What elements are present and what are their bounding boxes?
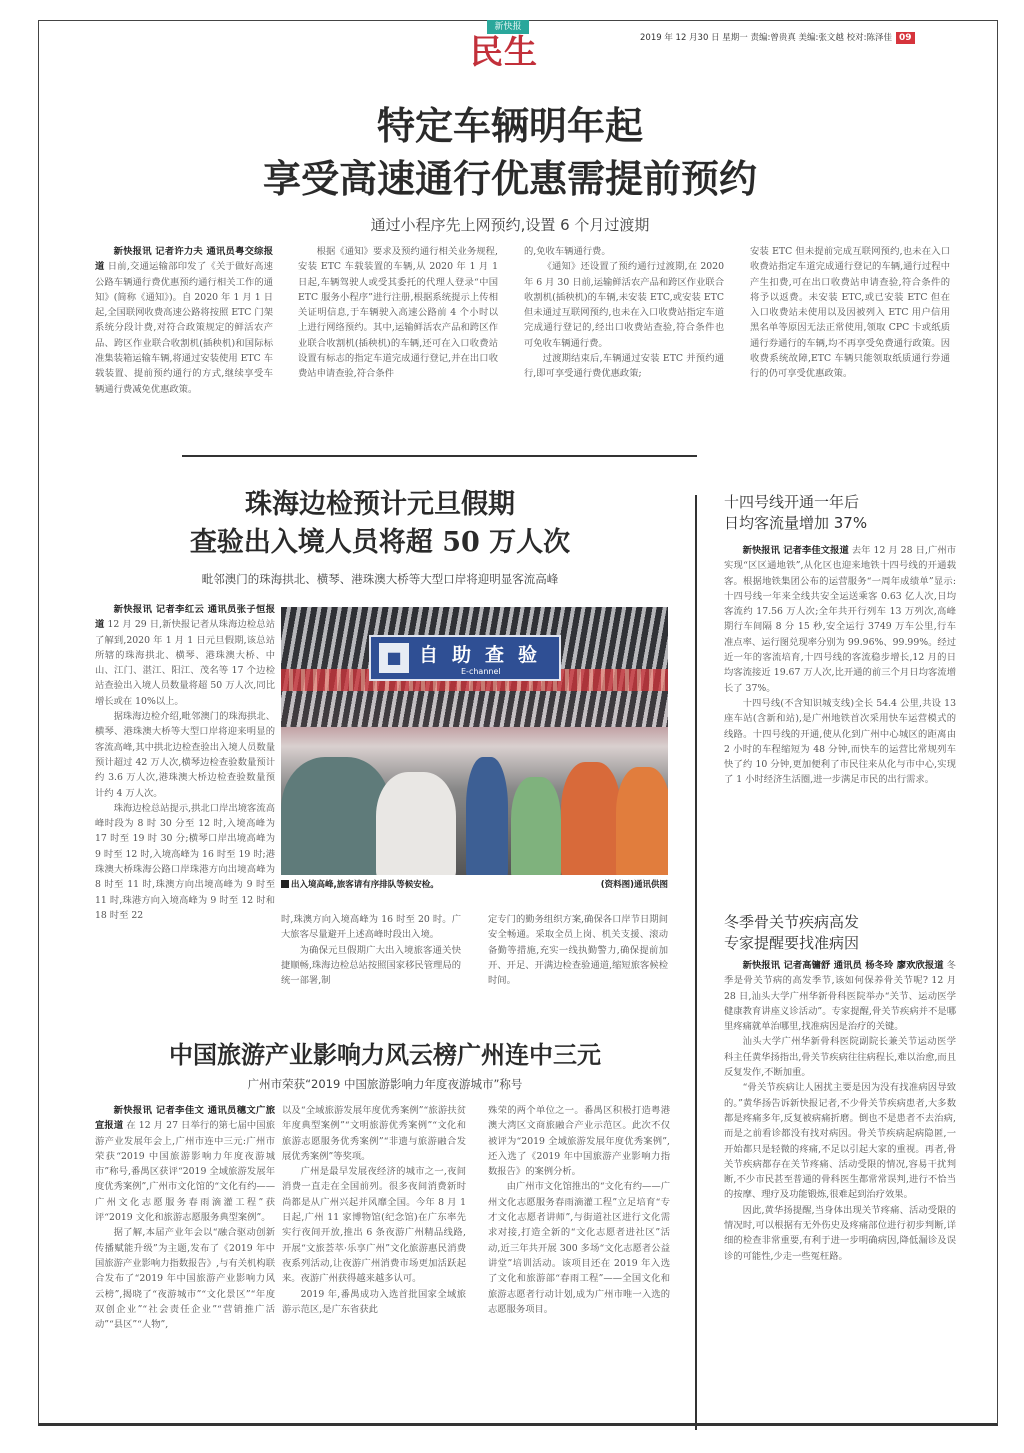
article1-column-1 <box>95 244 273 397</box>
article2-column-3 <box>488 912 668 988</box>
article3-text: 由广州市文化馆推出的“文化有约——广州文化志愿服务春雨滴灌工程”立足培育“专才文化志愿者讲师”,与街道社区进行文化需求对接,打造全新的“文化志愿者进社区”活动,近三年共开展 300 多场“文化志愿者公益讲堂”培训活动。该项目还在 2019 年入选了文化和旅游部“春雨工程”——全国文化和旅游志愿者行动计划,成为广州市唯一入选的志愿服务项目。 <box>488 1181 670 1315</box>
article3-byline: 新快报讯 记者李佳文 通讯员穗文广旅宣报道 <box>95 1105 275 1132</box>
photo-crowd <box>376 772 456 875</box>
article1-headline-line1: 特定车辆明年起 <box>376 103 643 148</box>
article2-subhead: 毗邻澳门的珠海拱北、横琴、港珠澳大桥等大型口岸将迎明显客流高峰 <box>201 572 559 586</box>
article2-column-1 <box>95 602 275 923</box>
sidebar2-text: “骨关节疾病让人困扰主要是因为没有找准病因导致的。”黄华扬告诉新快报记者,不少骨关节疾病患者,大多数都是疼痛多年,反复被病痛折磨。倒也不是患者不去治病,而是之前看诊都没有找对病因。骨关节疾病起病隐匿,一开始都只是轻微的疼痛,不足以引起大家的重视。再者,骨关节疾病都存在关节疼痛、活动受限的情况,容易干扰判断,不少市民甚至普通的骨科医生都常常误判,进行不恰当的按摩、理疗及功能锻炼,很难起到治疗效果。 <box>724 1082 956 1201</box>
border-control-photo <box>281 607 668 875</box>
newspaper-logo: 新快报 <box>487 20 529 34</box>
passport-scan-icon: ■ <box>379 643 409 673</box>
article2-text: 时,珠澳方向入境高峰为 16 时至 20 时。广大旅客尽量避开上述高峰时段出入境。 <box>281 914 461 941</box>
article1-byline: 新快报讯 记者许力夫 通讯员粤交综报道 <box>95 246 273 273</box>
article2-column-2 <box>281 912 461 988</box>
section-title: 民生 <box>470 32 538 71</box>
article1-column-2 <box>298 244 498 382</box>
article2-byline: 新快报讯 记者李红云 通讯员张子恒报道 <box>95 604 275 631</box>
sidebar2-byline: 新快报讯 记者高镛舒 通讯员 杨冬玲 廖欢欣报道 <box>742 960 944 971</box>
sidebar2-headline-line2: 专家提醒要找准病因 <box>724 934 860 952</box>
article1-text: 安装 ETC 但未提前完成互联网预约,也未在入口收费站指定车道完成通行登记的车辆,通行过程中产生扣费,可在出口收费站申请查验,符合条件的将予以返费。未安装 ETC,或已安装 ETC 但在入口收费站未使用以及因被列入 ETC 用户信用黑名单等原因无法正常使用,领取 CPC 卡或纸质通行券通行的车辆,均不再享受免费通行政策。因收费系统故障,ETC 车辆只能领取纸质通行券通行的仍可享受优惠政策。 <box>750 246 950 380</box>
caption-text: 出入境高峰,旅客请有序排队等候安检。 <box>291 880 439 890</box>
article3-text: 广州是最早发展夜经济的城市之一,夜间消费一直走在全国前列。很多夜间消费新时尚都是从广州兴起并风靡全国。今年 8 月 1 日起,广州 11 家博物馆(纪念馆)在广东率先实行夜间开放,推出 6 条夜游广州精品线路,开展“文旅荟萃·乐享广州”文化旅游惠民消费夜系列活动,让夜游广州消费市场更加活跃起来。夜游广州获得越来越多认可。 <box>282 1166 466 1285</box>
article1-text: 日前,交通运输部印发了《关于做好高速公路车辆通行费优惠预约通行相关工作的通知》(简称《通知》)。自 2020 年 1 月 1 日起,全国联网收费高速公路将按照 ETC 门架系统分段计费,对符合政策规定的鲜活农产品、跨区作业联合收割机(插秧机)和国际标准集装箱运输车辆,将通过安装使用 ETC 车载装置、提前预约通行的方式,继续享受车辆通行费减免优惠政策。 <box>95 261 273 395</box>
article3-headline: 中国旅游产业影响力风云榜广州连中三元 <box>169 1040 601 1069</box>
sidebar2-headline-line1: 冬季骨关节疾病高发 <box>724 913 860 931</box>
sidebar1-text: 去年 12 月 28 日,广州市实现“区区通地铁”,从化区也迎来地铁十四号线的开通载客。根据地铁集团公布的运营服务“一周年成绩单”显示:十四号线一年来全线共安全运送乘客 0.63 亿人次,日均客流约 17.56 万人次;全年共开行列车 13 万列次,高峰期行车间隔 8 分 15 秒,安全运行 3749 万车公里,行车准点率、运行图兑现率分别为 99.96%、99.99%。经过近一年的客流培育,十四号线的客流稳步增长,12 月的日均客流接近 19.67 万人次,比开通的前三个月日均客流增长了 37%。 <box>724 545 956 694</box>
article1-headline-line2: 享受高速通行优惠需提前预约 <box>262 156 757 201</box>
article3-text: 在 12 月 27 日举行的第七届中国旅游产业发展年会上,广州市连中三元:广州市荣获“2019 中国旅游影响力年度夜游城市”称号,番禺区获评“2019 全域旅游发展年度优秀案例”,广州市文化馆的“文化有约——广州文化志愿服务春雨滴灌工程”获评“2019 文化和旅游志愿服务典型案例”。 <box>95 1120 275 1224</box>
sidebar1-headline-line1: 十四号线开通一年后 <box>724 493 860 511</box>
article2-headline-line2: 查验出入境人员将超 50 万人次 <box>189 527 571 558</box>
article2-text: 珠海边检总站提示,拱北口岸出境客流高峰时段为 8 时 30 分至 12 时,入境高峰为 17 时至 19 时 30 分;横琴口岸出境高峰为 9 时至 12 时,入境高峰为 16 时至 19 时;港珠澳大桥珠海公路口岸珠港方向出境高峰为 8 时至 11 时,珠澳方向出境高峰为 9 时至 11 时,珠港方向入境高峰为 9 时至 12 时和 18 时至 22 <box>95 802 275 921</box>
photo-credit: (资料图)通讯供图 <box>600 880 668 890</box>
article1-text: 《通知》还设置了预约通行过渡期,在 2020 年 6 月 30 日前,运输鲜活农产品和跨区作业联合收割机(插秧机)的车辆,未安装 ETC,或安装 ETC 但未通过互联网预约,也未在入口收费站指定车道完成通行登记的,经出口收费站查验,符合条件也可免收车辆通行费。 <box>524 261 724 349</box>
sidebar2-text: 汕头大学广州华新骨科医院副院长兼关节运动医学科主任黄华扬指出,骨关节疾病往往病程长,难以治愈,而且反复发作,不断加重。 <box>724 1036 956 1079</box>
sidebar2-text: 冬季是骨关节病的高发季节,该如何保养骨关节呢? 12 月 28 日,汕头大学广州华新骨科医院举办“关节、运动医学健康教育讲座义诊活动”。专家提醒,骨关节疾病并不是哪里疼痛就单治哪里,找准病因是治疗的关键。 <box>724 960 956 1033</box>
article1-text: 的,免收车辆通行费。 <box>524 246 611 257</box>
article3-text: 据了解,本届产业年会以“融合驱动创新 传播赋能升级”为主题,发布了《2019 年中国旅游产业影响力指数报告》,与有关机构联合发布了“2019 年中国旅游产业影响力风云榜”,揭晓了“夜游城市”“文化景区”“年度双创企业”“社会责任企业”“营销推广活动”“县区”“人物”, <box>95 1227 275 1331</box>
sidebar1-body <box>724 543 956 788</box>
article2-text: 12 月 29 日,新快报记者从珠海边检总站了解到,2020 年 1 月 1 日元旦假期,该总站所辖的珠海拱北、横琴、港珠澳大桥、中山、江门、湛江、阳江、茂名等 17 个边检站查验出入境人员数量将超 50 万人次,同比增长或在 10%以上。 <box>95 619 275 707</box>
article3-text: 2019 年,番禺成功入选首批国家全域旅游示范区,是广东省获此 <box>282 1288 466 1315</box>
article1-text: 根据《通知》要求及预约通行相关业务规程,安装 ETC 车载装置的车辆,从 2020 年 1 月 1 日起,车辆驾驶人或受其委托的代理人登录“中国 ETC 服务小程序”进行注册,根据系统提示上传相关证明信息,于车辆驶入高速公路前 4 个小时以上进行网络预约。其中,运输鲜活农产品和跨区作业联合收割机(插秧机)的车辆,还可在入口收费站设置有标志的指定车道完成通行登记,并在出口收费站申请查验,符合条件 <box>298 246 498 380</box>
photo-crowd <box>511 777 561 875</box>
page-number-badge: 09 <box>896 32 915 44</box>
sidebar1-headline-line2: 日均客流量增加 37% <box>724 514 868 532</box>
sidebar2-text: 因此,黄华扬提醒,当身体出现关节疼痛、活动受限的情况时,可以根据有无外伤史及疼痛部位进行初步判断,详细的检查非常重要,有利于进一步明确病因,降低漏诊及误诊的可能性,少走一些冤枉路。 <box>724 1204 956 1262</box>
sidebar1-byline: 新快报讯 记者李佳文报道 <box>742 545 849 556</box>
article1-subhead: 通过小程序先上网预约,设置 6 个月过渡期 <box>370 216 650 234</box>
caption-marker-icon <box>281 880 289 888</box>
photo-caption <box>281 878 668 890</box>
article2-text: 据珠海边检介绍,毗邻澳门的珠海拱北、横琴、港珠澳大桥等大型口岸将迎来明显的客流高峰,其中拱北边检查验出入境人员数量预计超过 42 万人次,横琴边检查验数量预计约 3.6 万人次,港珠澳大桥边检查验数量预计约 4 万人次。 <box>95 711 275 799</box>
article1-text: 过渡期结束后,车辆通过安装 ETC 并预约通行,即可享受通行费优惠政策; <box>524 353 724 380</box>
date-editor-line: 2019 年 12 月30 日 星期一 责编:曾贵真 美编:张文越 校对:陈泽佳 <box>640 33 892 43</box>
article1-column-3 <box>524 244 724 382</box>
section-divider <box>182 455 697 457</box>
photo-crowd <box>616 767 668 875</box>
sidebar1-text: 十四号线(不含知识城支线)全长 54.4 公里,共设 13 座车站(含新和站),是广州地铁首次采用快车运营模式的线路。十四号线的开通,使从化到广州中心城区的距离由 2 小时的车程缩短为 48 分钟,而快车的运营比常规列车快了约 10 分钟,更加便利了市民往来从化与市中心,实现了 1 小时经济生活圈,进一步满足市民的出行需求。 <box>724 697 956 786</box>
article2-headline-line1: 珠海边检预计元旦假期 <box>245 489 515 520</box>
column-divider <box>695 495 697 1430</box>
article3-text: 以及“全域旅游发展年度优秀案例”“旅游扶贫年度典型案例”“文明旅游优秀案例”“文化和旅游志愿服务优秀案例”“非遗与旅游融合发展优秀案例”等奖项。 <box>282 1105 466 1162</box>
e-channel-sign <box>369 635 561 681</box>
photo-officer <box>466 757 508 875</box>
article3-text: 殊荣的两个单位之一。番禺区积极打造粤港澳大湾区文商旅融合产业示范区。此次不仅被评为“2019 全域旅游发展年度优秀案例”,还入选了《2019 年中国旅游产业影响力指数报告》的案例分析。 <box>488 1105 670 1178</box>
sidebar2-body <box>724 958 956 1264</box>
photo-crowd <box>561 762 621 875</box>
photo-crowd <box>281 757 391 875</box>
article2-text: 为确保元旦假期广大出入境旅客通关快捷顺畅,珠海边检总站按照国家移民管理局的统一部署,制 <box>281 944 461 987</box>
article3-column-3 <box>488 1103 670 1317</box>
article2-text: 定专门的勤务组织方案,确保各口岸节日期间安全畅通。采取全员上岗、机关支援、滚动备勤等措施,充实一线执勤警力,确保提前加开、开足、开满边检查验通道,缩短旅客候检时间。 <box>488 914 668 987</box>
article3-subhead: 广州市荣获“2019 中国旅游影响力年度夜游城市”称号 <box>247 1077 523 1091</box>
header-meta <box>640 31 915 44</box>
sign-english-text: E-channel <box>461 667 501 676</box>
sign-chinese-text: 自助查验 <box>419 644 552 666</box>
article3-column-1 <box>95 1103 275 1332</box>
article1-column-4 <box>750 244 950 382</box>
article3-column-2 <box>282 1103 466 1317</box>
